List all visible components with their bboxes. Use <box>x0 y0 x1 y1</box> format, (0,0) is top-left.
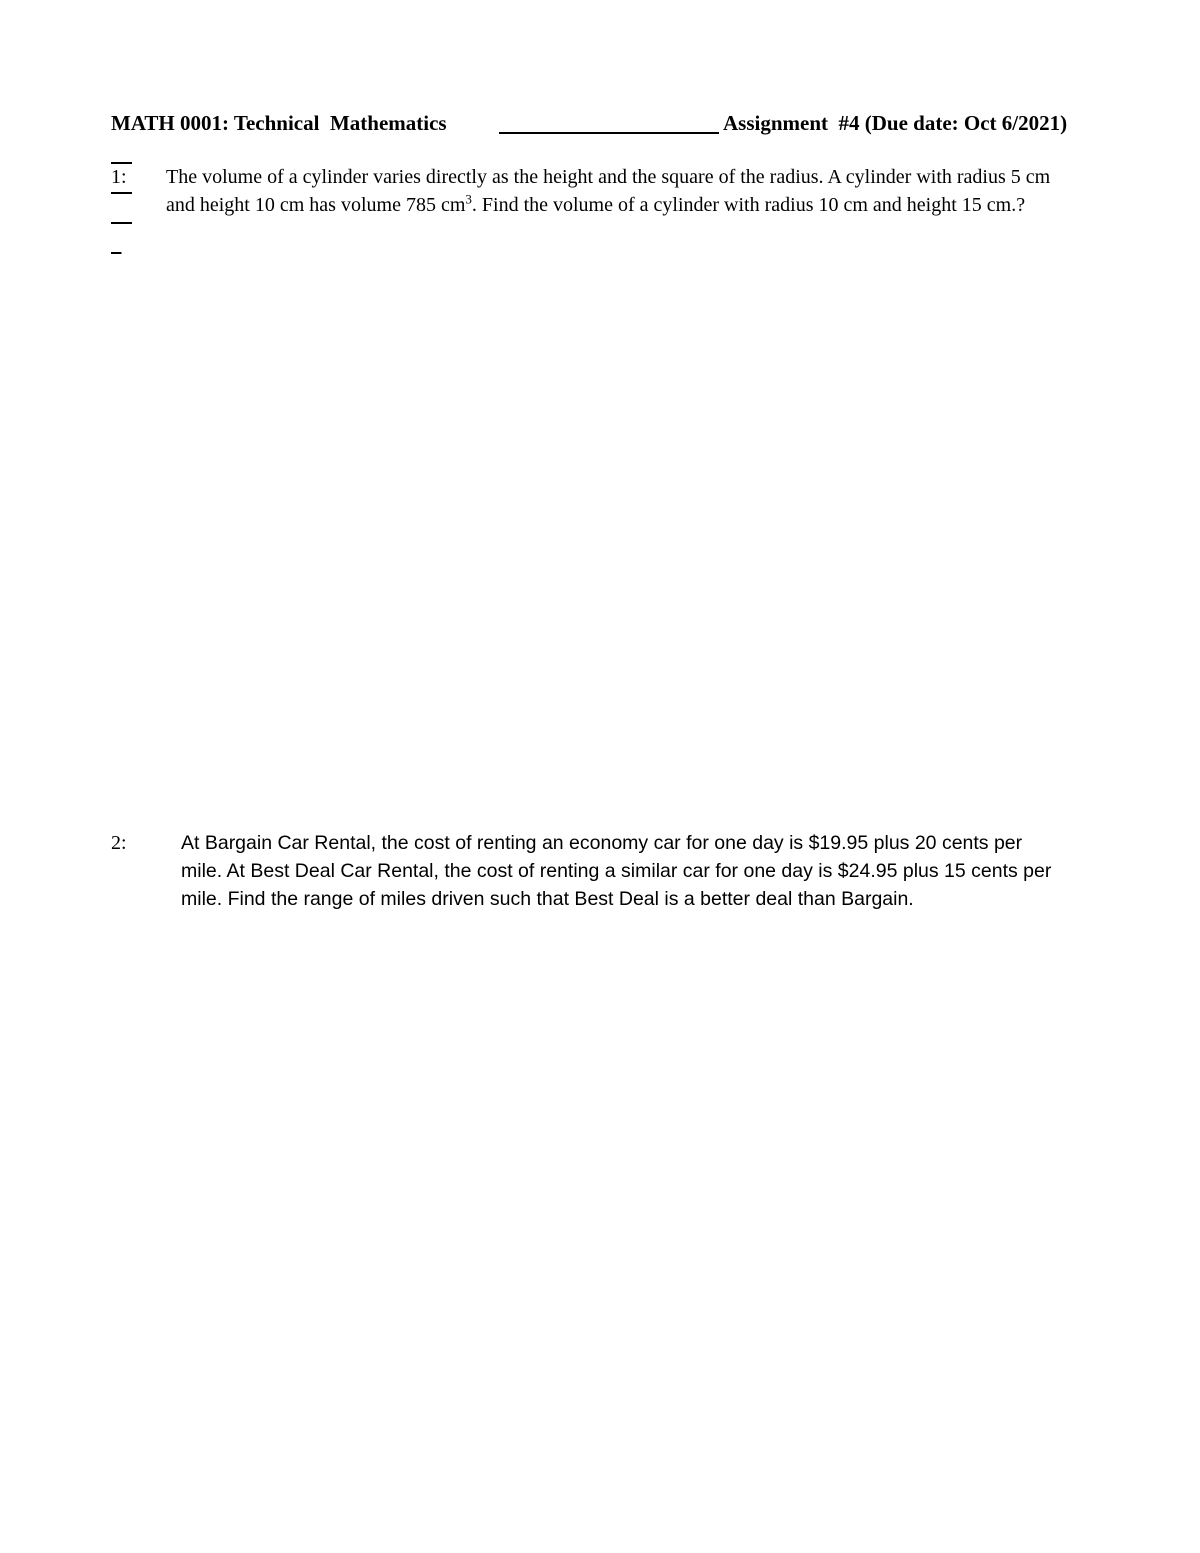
question-text-part2: . Find the volume of a cylinder with radius 10 cm and height 15 cm.? <box>471 194 1026 216</box>
superscript-exponent: 3 <box>465 191 472 207</box>
assignment-header <box>111 108 1068 138</box>
question-number: 2: <box>111 832 127 854</box>
course-title: MATH 0001: Technical Mathematics <box>111 111 447 135</box>
header-underline-rule <box>499 132 719 134</box>
question-text <box>166 163 1056 219</box>
question-number: 1: <box>111 166 127 188</box>
question-text: At Bargain Car Rental, the cost of renting an economy car for one day is $19.95 plus 20 cents per mile. At Best Deal Car Rental, the cost of renting a similar car for one day is $24.95 plus 15 cents per mile. Find the range of miles driven such that Best Deal is a better deal than Bargain. <box>181 832 1052 910</box>
question-text-part1: The volume of a cylinder varies directly as the height and the square of the radius. A cylinder with radius 5 cm and height 10 cm has volume 785 cm <box>166 166 1051 216</box>
assignment-title: Assignment #4 (Due date: Oct 6/2021) <box>723 111 1068 135</box>
